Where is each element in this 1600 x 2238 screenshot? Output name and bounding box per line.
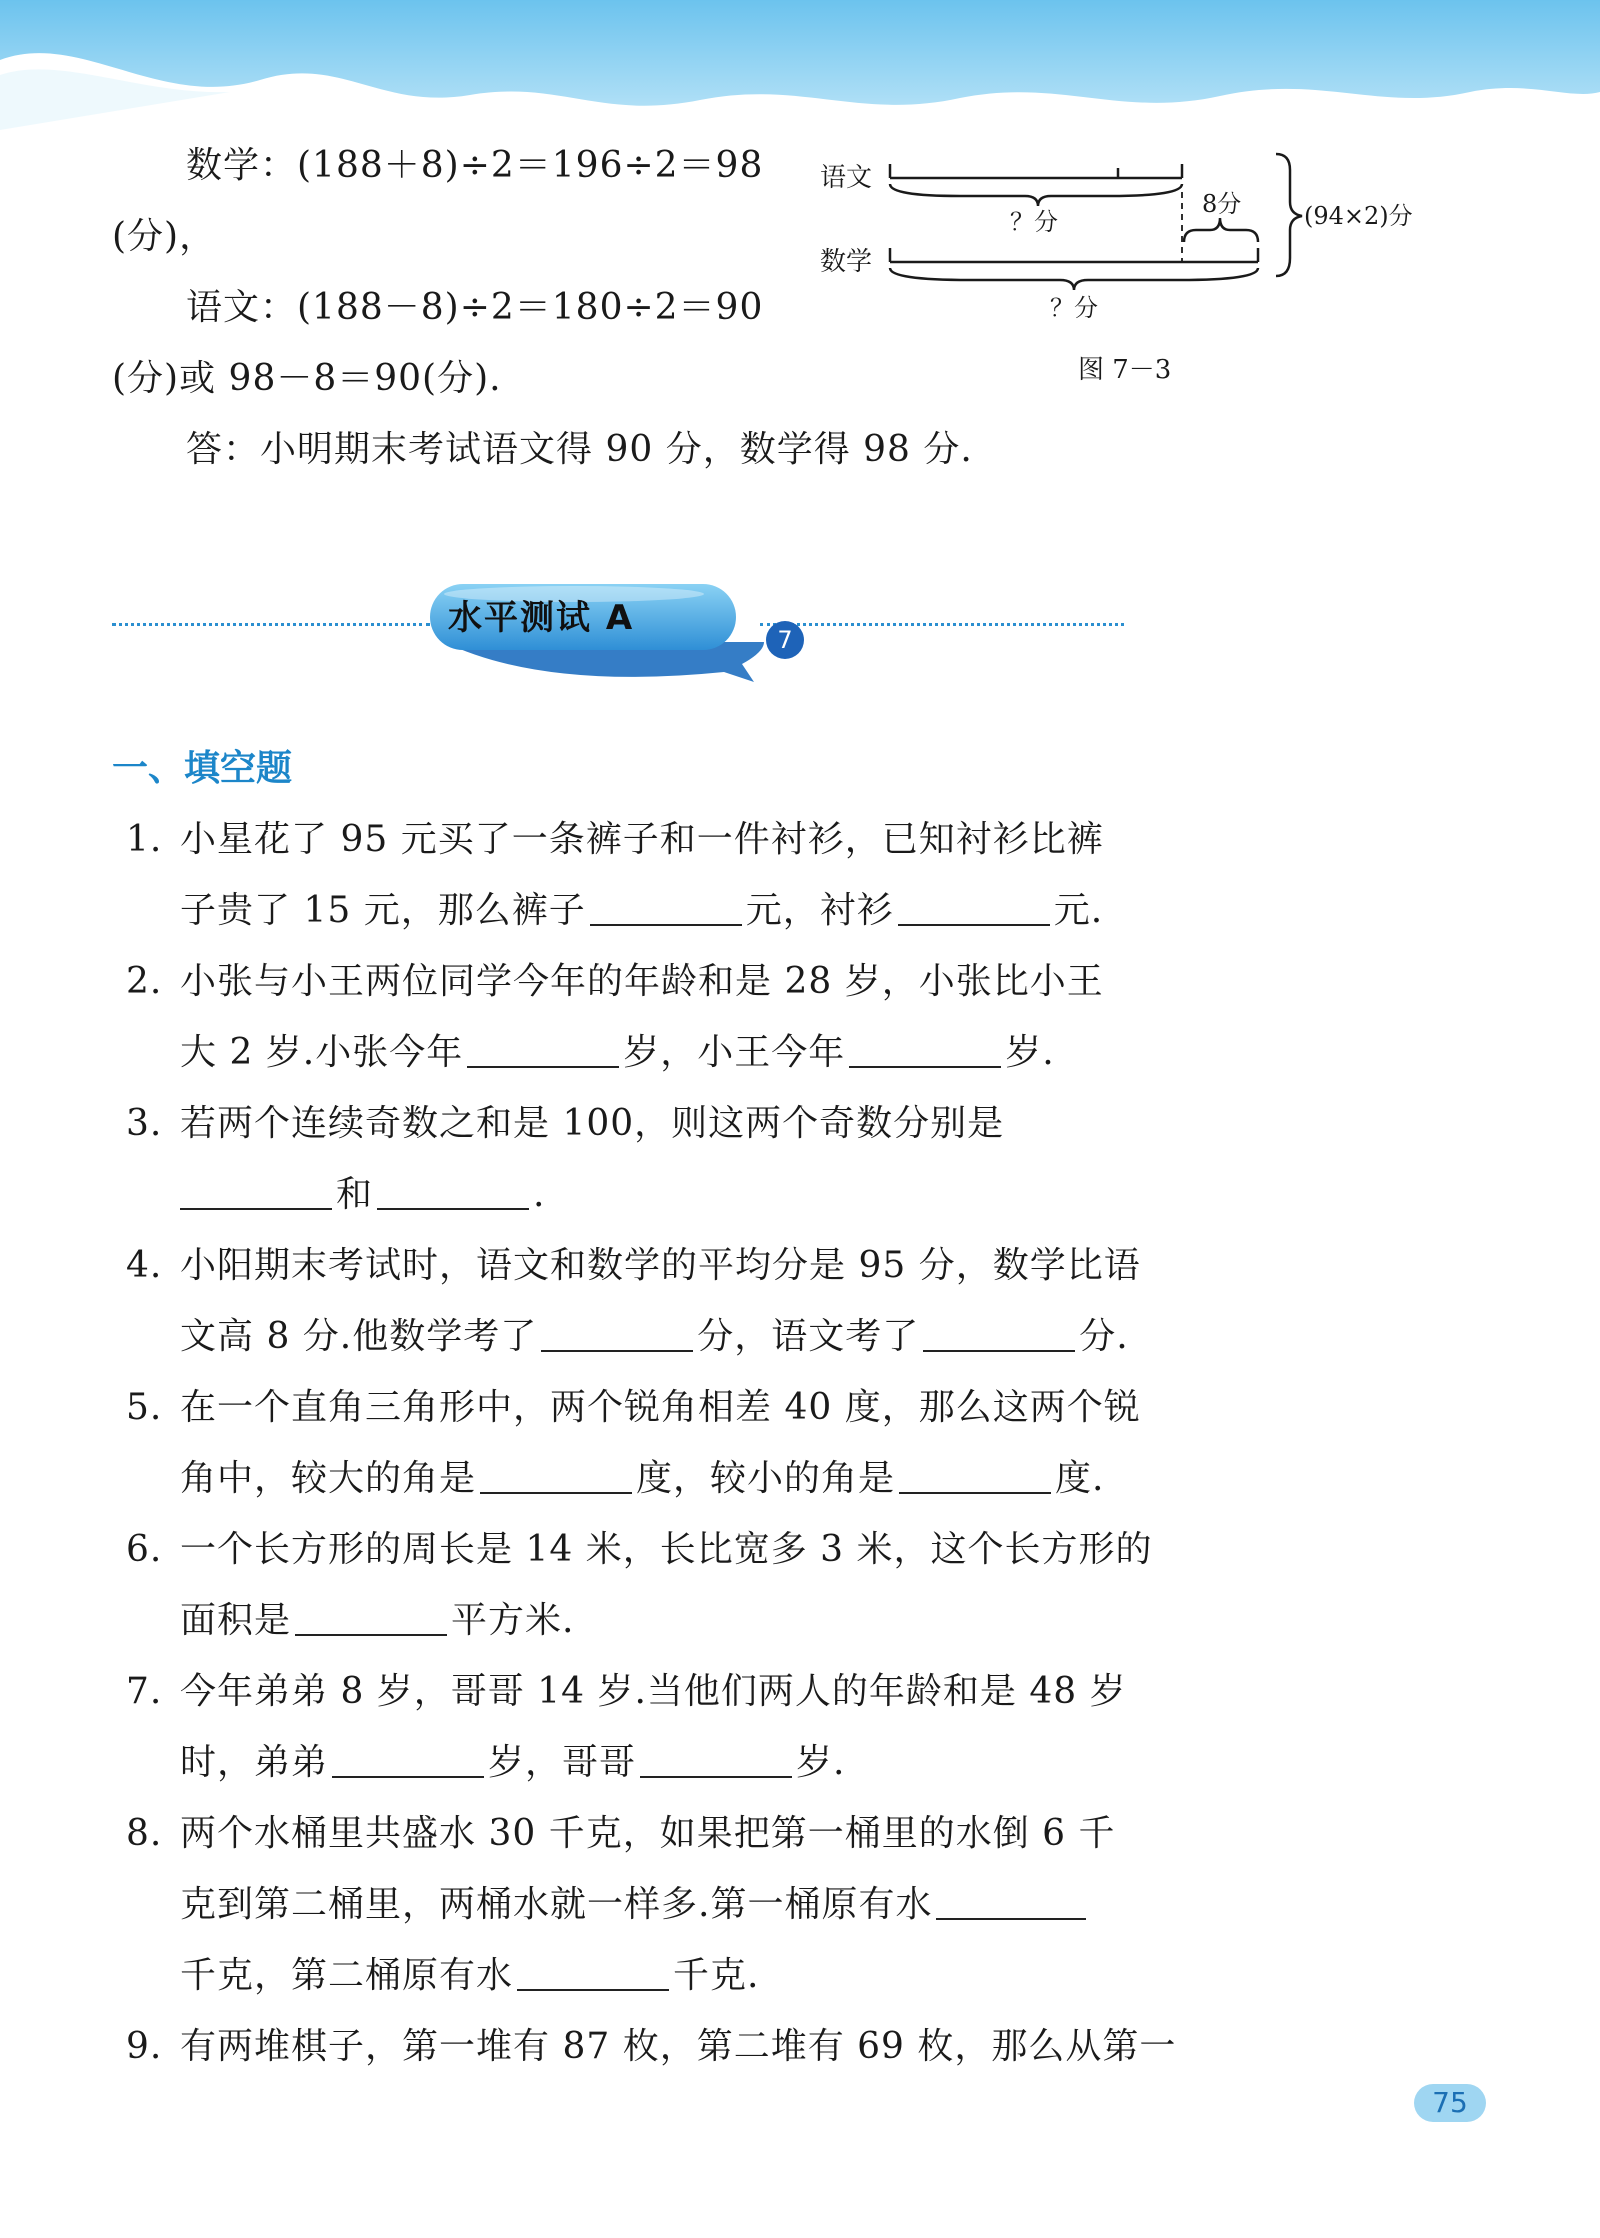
chinese-solution-line: 语文：(188－8)÷2＝180÷2＝90 — [186, 287, 764, 328]
question-6-cont: 面积是 平方米. — [180, 1600, 575, 1641]
question-1: 1. 小星花了 95 元买了一条裤子和一件衬衫，已知衬衫比裤 — [126, 819, 1104, 860]
brace-total — [1276, 154, 1302, 276]
question-3: 3. 若两个连续奇数之和是 100，则这两个奇数分别是 — [126, 1103, 1005, 1144]
question-7-cont: 时，弟弟 岁，哥哥 岁. — [180, 1742, 846, 1783]
chinese-solution-alt: (分)或 98－8＝90(分). — [112, 358, 502, 399]
question-6: 6. 一个长方形的周长是 14 米，长比宽多 3 米，这个长方形的 — [126, 1529, 1153, 1570]
answer-blank[interactable] — [332, 1742, 484, 1778]
dotted-rule-right — [760, 623, 1124, 626]
dotted-rule-left — [112, 623, 430, 626]
diagram-total: (94×2)分 — [1304, 202, 1413, 230]
test-title: 水平测试 A — [448, 598, 635, 638]
question-5-cont: 角中，较大的角是 度，较小的角是 度. — [180, 1458, 1105, 1499]
answer-blank[interactable] — [936, 1884, 1086, 1920]
answer-line: 答：小明期末考试语文得 90 分，数学得 98 分. — [186, 429, 973, 470]
question-3-cont: 和 . — [176, 1159, 545, 1230]
answer-blank[interactable] — [923, 1316, 1075, 1352]
answer-blank[interactable] — [517, 1955, 669, 1991]
answer-blank[interactable] — [590, 890, 742, 926]
segment-diagram — [810, 140, 1450, 400]
question-4: 4. 小阳期末考试时，语文和数学的平均分是 95 分，数学比语 — [126, 1245, 1141, 1286]
answer-blank[interactable] — [180, 1174, 332, 1210]
question-5: 5. 在一个直角三角形中，两个锐角相差 40 度，那么这两个锐 — [126, 1387, 1141, 1428]
answer-blank[interactable] — [849, 1032, 1001, 1068]
diagram-diff: 8分 — [1202, 190, 1242, 218]
unit-number-badge: 7 — [766, 621, 804, 659]
question-8: 8. 两个水桶里共盛水 30 千克，如果把第一桶里的水倒 6 千 — [126, 1813, 1116, 1854]
diagram-q-bottom: ？分 — [1050, 294, 1098, 322]
question-8-cont-2: 千克，第二桶原有水 千克. — [180, 1955, 760, 1996]
sky-banner — [0, 0, 1600, 130]
question-9: 9. 有两堆棋子，第一堆有 87 枚，第二堆有 69 枚，那么从第一 — [126, 2026, 1177, 2067]
answer-blank[interactable] — [377, 1174, 529, 1210]
answer-blank[interactable] — [541, 1316, 693, 1352]
diagram-q-top: ？分 — [1010, 208, 1058, 236]
brace-diff — [1184, 218, 1258, 242]
answer-blank[interactable] — [295, 1600, 447, 1636]
math-solution-unit: (分)， — [112, 216, 217, 257]
diagram-label-math: 数学 — [820, 247, 873, 277]
answer-blank[interactable] — [898, 890, 1050, 926]
page-number: 75 — [1414, 2084, 1486, 2122]
answer-blank[interactable] — [480, 1458, 632, 1494]
question-7: 7. 今年弟弟 8 岁，哥哥 14 岁.当他们两人的年龄和是 48 岁 — [126, 1671, 1127, 1712]
section-title: 一、填空题 — [112, 748, 293, 789]
question-2: 2. 小张与小王两位同学今年的年龄和是 28 岁，小张比小王 — [126, 961, 1104, 1002]
diagram-caption: 图 7－3 — [1078, 355, 1172, 385]
question-8-cont: 克到第二桶里，两桶水就一样多.第一桶原有水 — [180, 1869, 1090, 1940]
question-1-cont: 子贵了 15 元，那么裤子 元，衬衫 元. — [180, 890, 1104, 931]
math-solution-line: 数学：(188＋8)÷2＝196÷2＝98 — [186, 145, 764, 186]
brace-bottom-q — [890, 268, 1258, 290]
question-4-cont: 文高 8 分.他数学考了 分，语文考了 分. — [180, 1316, 1129, 1357]
diagram-label-chinese: 语文 — [820, 163, 873, 193]
answer-blank[interactable] — [467, 1032, 619, 1068]
answer-blank[interactable] — [899, 1458, 1051, 1494]
brace-top-q — [890, 184, 1182, 206]
answer-blank[interactable] — [640, 1742, 792, 1778]
question-2-cont: 大 2 岁.小张今年 岁，小王今年 岁. — [180, 1032, 1055, 1073]
